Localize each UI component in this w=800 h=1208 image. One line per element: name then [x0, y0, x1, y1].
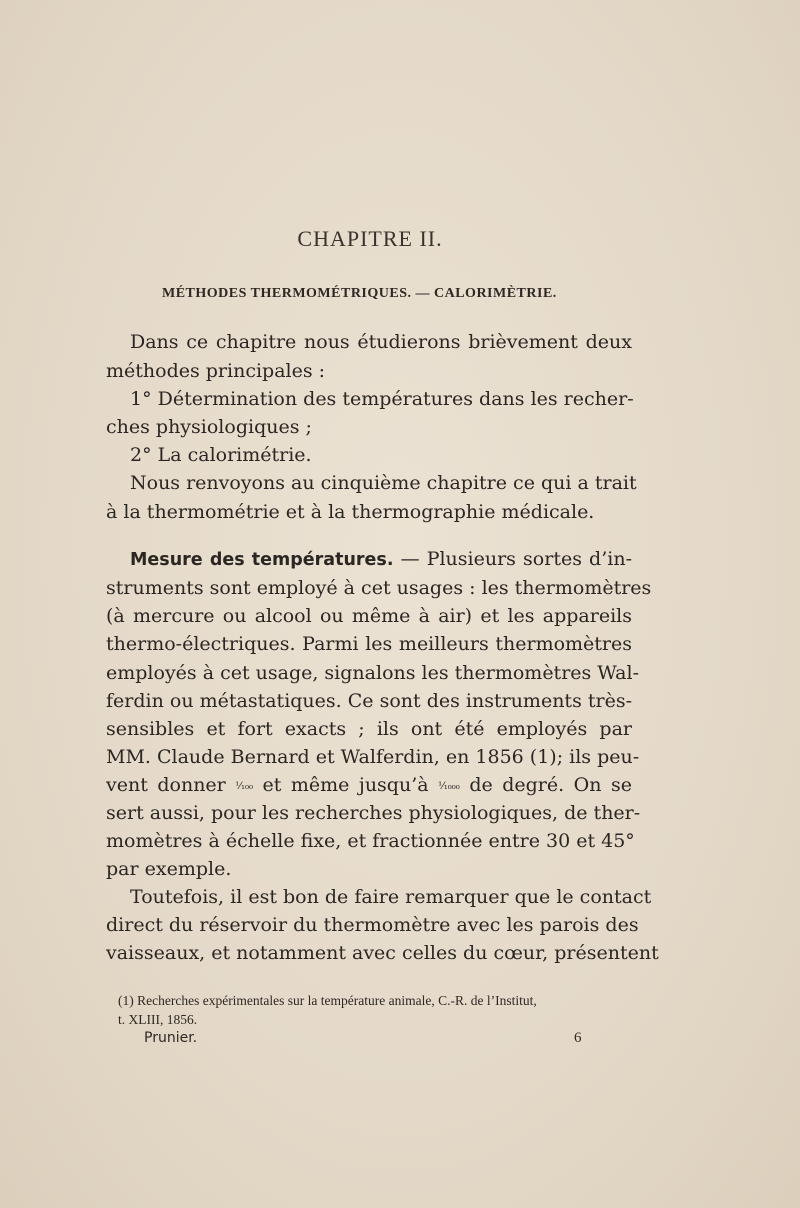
- section-heading: MÉTHODES THERMOMÉTRIQUES. — CALORIMÈTRIE.: [162, 286, 557, 301]
- signature-mark: Prunier.: [144, 1030, 198, 1046]
- list-item-2: 2° La calorimétrie.: [130, 444, 312, 466]
- intro-line-1: Dans ce chapitre nous étudierons brièvement deux: [130, 331, 632, 353]
- mesure-line-7: sensibles et fort exacts ; ils ont été employés par: [106, 718, 632, 740]
- mesure-line-6: ferdin ou métastatiques. Ce sont des instruments très-: [106, 690, 632, 712]
- renvoi-line-2: à la thermométrie et à la thermographie médicale.: [106, 501, 595, 523]
- toutefois-line-3: vaisseaux, et notamment avec celles du cœur, présentent: [106, 942, 659, 964]
- toutefois-line-2: direct du réservoir du thermomètre avec les parois des: [106, 914, 639, 936]
- mesure-line-11: momètres à échelle fixe, et fractionnée entre 30 et 45°: [106, 830, 635, 852]
- intro-line-2: méthodes principales :: [106, 360, 326, 382]
- renvoi-line-1: Nous renvoyons au cinquième chapitre ce qui a trait: [130, 472, 637, 494]
- mesure-line-1-rest: — Plusieurs sortes d’in-: [393, 548, 632, 570]
- mesure-line-1: [130, 547, 632, 572]
- chapter-title: CHAPITRE II.: [297, 226, 443, 251]
- runin-heading: Mesure des températures.: [130, 550, 394, 570]
- mesure-line-12: par exemple.: [106, 858, 232, 880]
- mesure-line-2: struments sont employé à cet usages : les thermomètres: [106, 577, 652, 599]
- mesure-line-10: sert aussi, pour les recherches physiologiques, de ther-: [106, 802, 641, 824]
- mesure-line-3: (à mercure ou alcool ou même à air) et les appareils: [106, 605, 632, 627]
- page-number: 6: [574, 1030, 582, 1046]
- mesure-line-8: MM. Claude Bernard et Walferdin, en 1856 (1); ils peu-: [106, 746, 640, 768]
- list-item-1-line-1: 1° Détermination des températures dans les recher-: [130, 388, 634, 410]
- mesure-line-9: [106, 773, 632, 799]
- mesure-line-9-a: vent donner: [106, 774, 236, 796]
- mesure-line-5: employés à cet usage, signalons les thermomètres Wal-: [106, 662, 640, 684]
- footnote-line-2: t. XLIII, 1856.: [118, 1012, 198, 1027]
- mesure-line-4: thermo-électriques. Parmi les meilleurs thermomètres: [106, 633, 632, 655]
- mesure-line-9-c: de degré. On se: [459, 774, 632, 796]
- mesure-line-9-b: et même jusqu’à: [253, 774, 439, 796]
- fraction-thousandth: ¹⁄₁₀₀₀: [438, 781, 460, 792]
- fraction-hundredth: ¹⁄₁₀₀: [235, 781, 253, 792]
- toutefois-line-1: Toutefois, il est bon de faire remarquer que le contact: [130, 886, 652, 908]
- footnote-line-1: (1) Recherches expérimentales sur la température animale, C.-R. de l’Institut,: [118, 993, 537, 1008]
- list-item-1-line-2: ches physiologiques ;: [106, 416, 312, 438]
